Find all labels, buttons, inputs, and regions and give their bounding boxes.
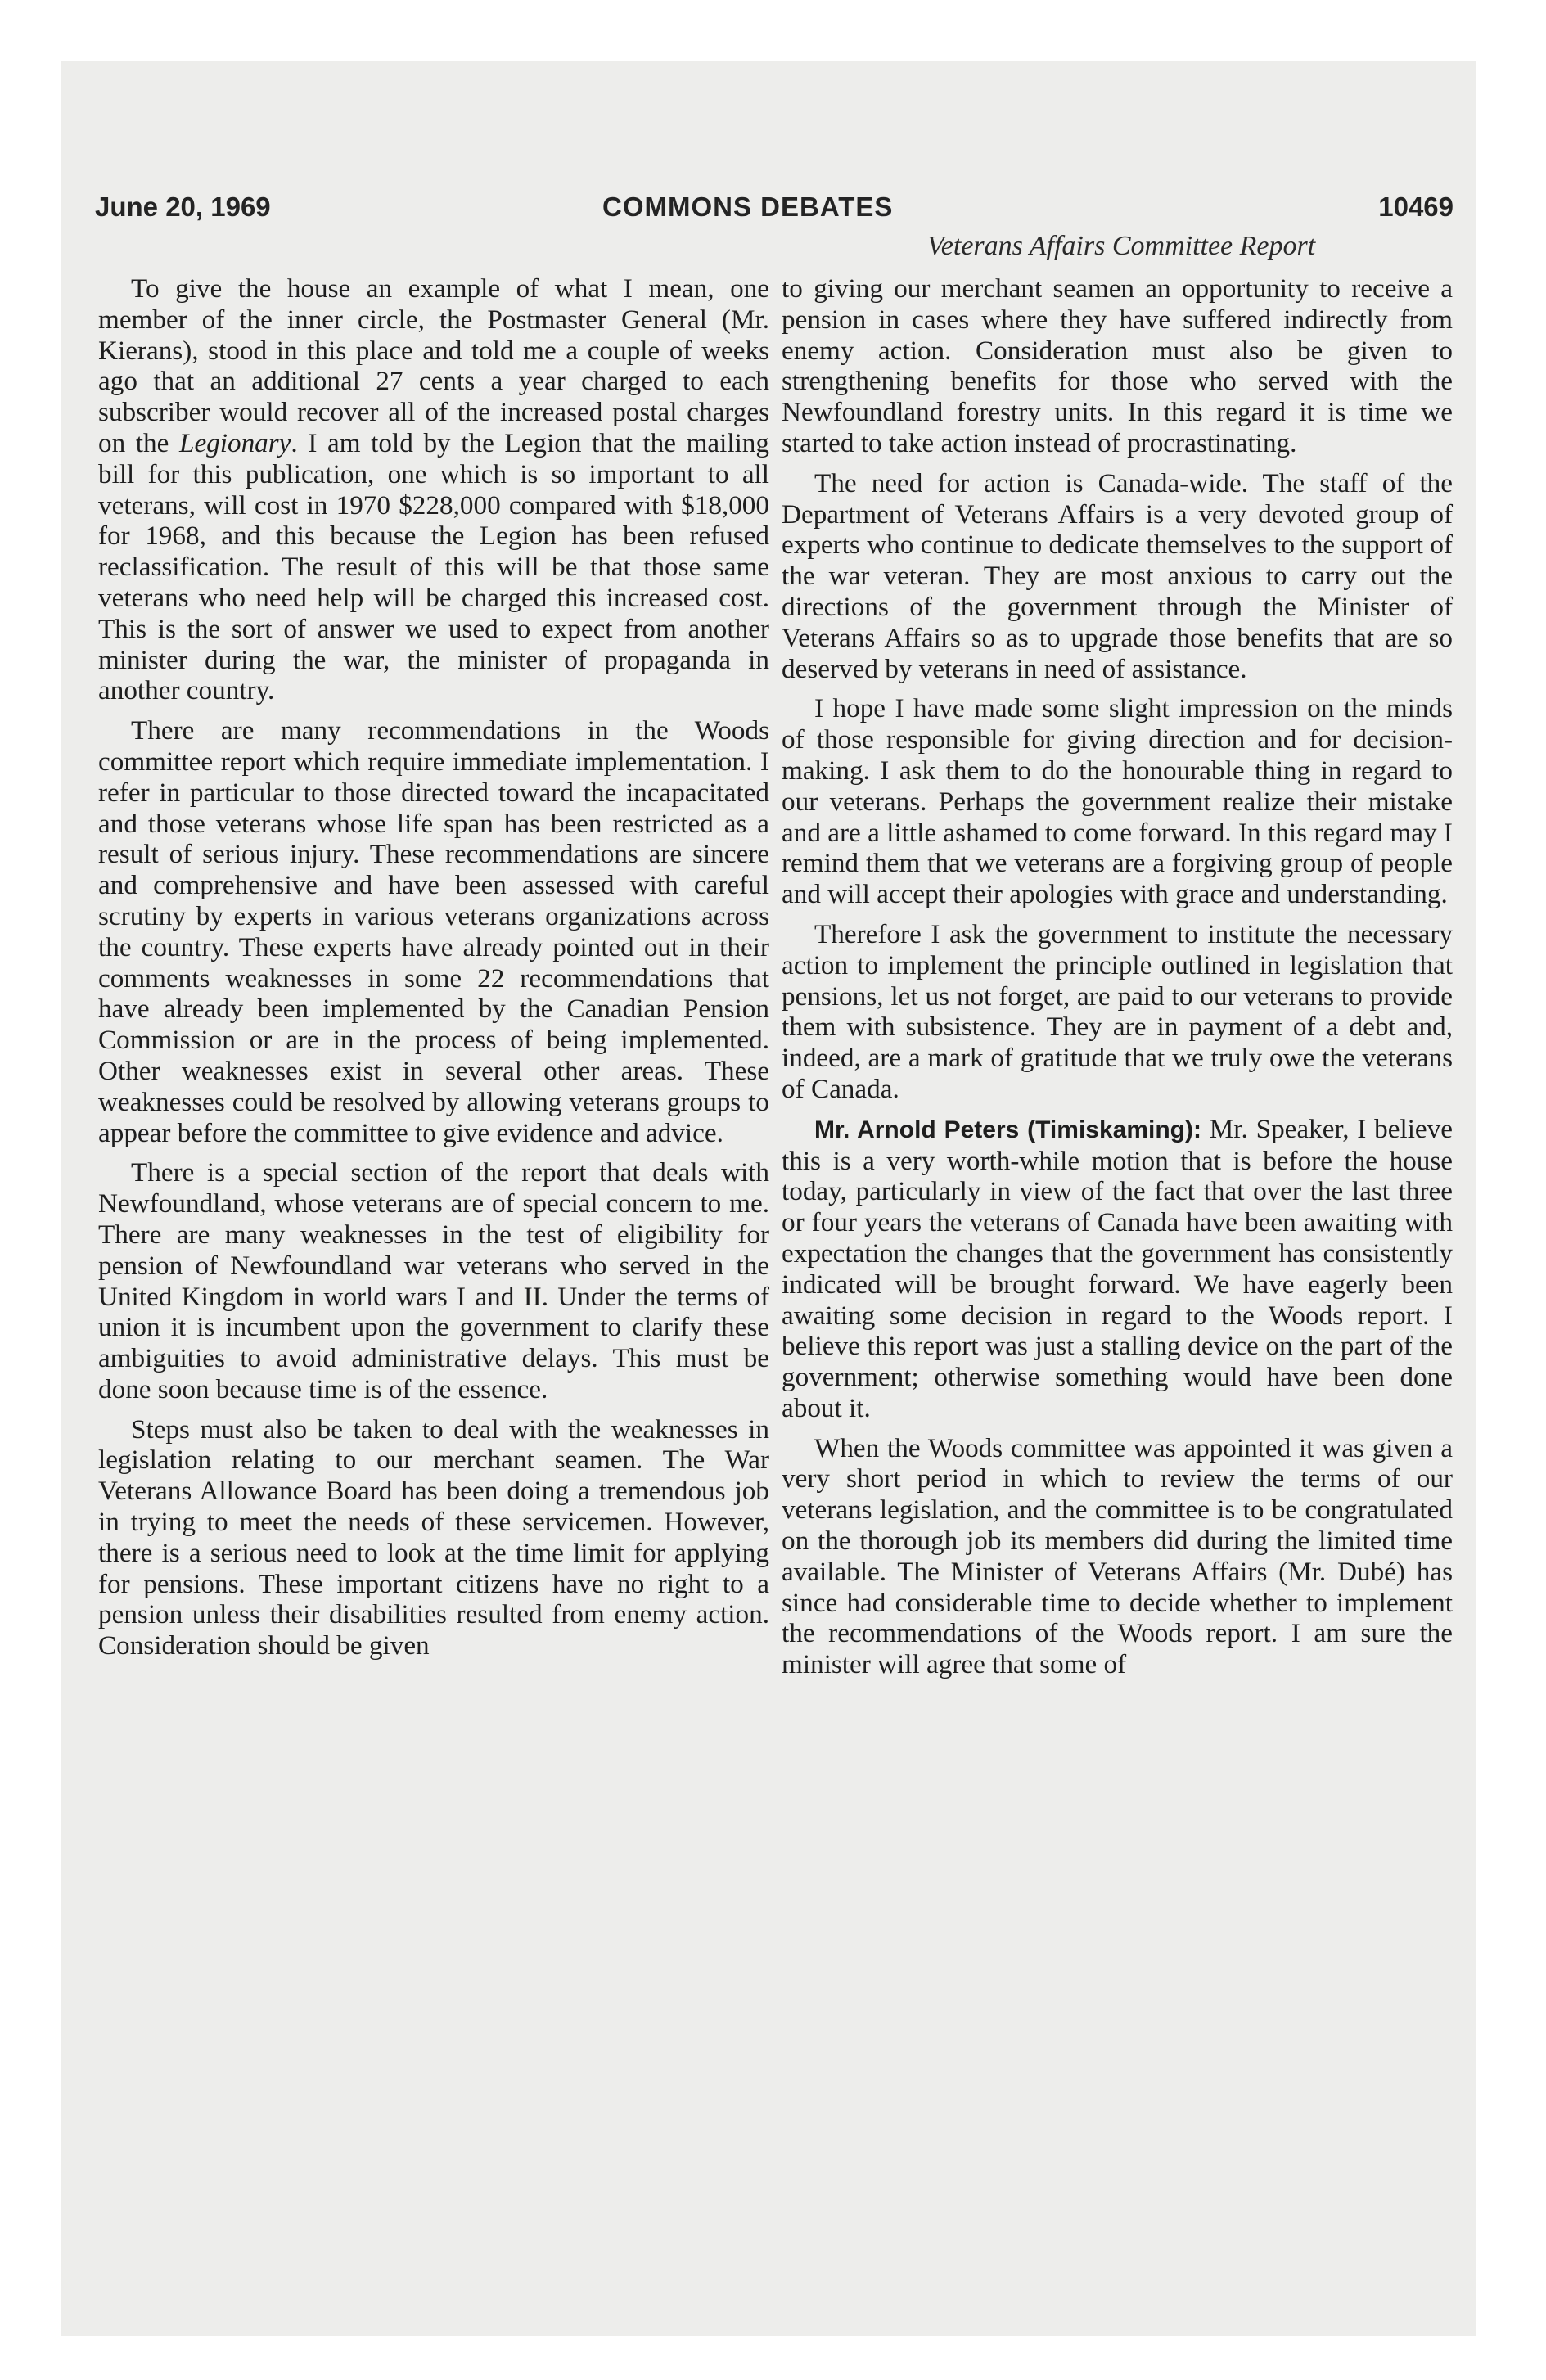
header-title: COMMONS DEBATES: [602, 192, 894, 222]
paragraph: Therefore I ask the government to institute the necessary action to implement the principle outlined in legislation that pensions, let us not forget, are paid to our veterans to provide them with subsistence. They are in payment of a debt and, indeed, are a mark of gratitude that we truly owe the veterans of Canada.: [782, 918, 1453, 1104]
left-column: [98, 273, 769, 1670]
paragraph: [98, 273, 769, 706]
paragraph: [782, 1114, 1453, 1424]
header-page-number: 10469: [1378, 192, 1454, 222]
paragraph: There is a special section of the report that deals with Newfoundland, whose veterans are of special concern to me. There are many weaknesses in the test of eligibility for pension of Newfoundland war veterans who served in the United Kingdom in world wars I and II. Under the terms of union it is incumbent upon the government to clarify these ambiguities to avoid administrative delays. This must be done soon because time is of the essence.: [98, 1157, 769, 1404]
header-date: June 20, 1969: [95, 192, 271, 222]
page-header: [95, 192, 1454, 228]
paragraph: to giving our merchant seamen an opportunity to receive a pension in cases where they have suffered indirectly from enemy action. Consideration must also be given to strengthening benefits for those who served with the Newfoundland forestry units. In this regard it is time we started to take action instead of procrastinating.: [782, 273, 1453, 458]
speaker-name: Mr. Arnold Peters (Timiskaming):: [814, 1116, 1201, 1143]
publication-title: Legionary: [178, 427, 291, 458]
right-column: [782, 273, 1453, 1689]
paragraph-text: . I am told by the Legion that the mailing bill for this publication, one which is so important to all veterans, will cost in 1970 $228,000 compared with $18,000 for 1968, and this because the Legion has been refused reclassification. The result of this will be that those same veterans who need help will be charged this increased cost. This is the sort of answer we used to expect from another minister during the war, the minister of propaganda in another country.: [98, 427, 769, 706]
paragraph: There are many recommendations in the Woods committee report which require immediate implementation. I refer in particular to those directed toward the incapacitated and those veterans whose life span has been restricted as a result of serious injury. These recommendations are sincere and comprehensive and have been assessed with careful scrutiny by experts in various veterans organizations across the country. These experts have already pointed out in their comments weaknesses in some 22 recommendations that have already been implemented by the Canadian Pension Commission or are in the process of being implemented. Other weaknesses exist in several other areas. These weaknesses could be resolved by allowing veterans groups to appear before the committee to give evidence and advice.: [98, 715, 769, 1148]
paragraph-text: Mr. Speaker, I believe this is a very worth-while motion that is before the house today, particularly in view of the fact that over the last three or four years the veterans of Canada have been awaiting with expectation the changes that the government has consistently indicated will be brought forward. We have eagerly been awaiting some decision in regard to the Woods report. I believe this report was just a stalling device on the part of the government; otherwise something would have been done about it.: [782, 1113, 1453, 1423]
paragraph: When the Woods committee was appointed it was given a very short period in which to review the terms of our veterans legislation, and the committee is to be congratulated on the thorough job its members did during the limited time available. The Minister of Veterans Affairs (Mr. Dubé) has since had considerable time to decide whether to implement the recommendations of the Woods report. I am sure the minister will agree that some of: [782, 1432, 1453, 1680]
running-subheading: Veterans Affairs Committee Report: [926, 231, 1316, 261]
paragraph-text: To give the house an example of what I mean, one member of the inner circle, the Postmaster General (Mr. Kierans), stood in this place and told me a couple of weeks ago that an additional 27 cents a year charged to each subscriber would recover all of the increased postal charges on the: [98, 273, 769, 458]
paragraph: The need for action is Canada-wide. The staff of the Department of Veterans Affairs is a very devoted group of experts who continue to dedicate themselves to the support of the war veteran. They are most anxious to carry out the directions of the government through the Minister of Veterans Affairs so as to upgrade those benefits that are so deserved by veterans in need of assistance.: [782, 467, 1453, 684]
paragraph: I hope I have made some slight impression on the minds of those responsible for giving direction and for decision-making. I ask them to do the honourable thing in regard to our veterans. Perhaps the government realize their mistake and are a little ashamed to come forward. In this regard may I remind them that we veterans are a forgiving group of people and will accept their apologies with grace and understanding.: [782, 693, 1453, 910]
paragraph: Steps must also be taken to deal with the weaknesses in legislation relating to our merchant seamen. The War Veterans Allowance Board has been doing a tremendous job in trying to meet the needs of these servicemen. However, there is a serious need to look at the time limit for applying for pensions. These important citizens have no right to a pension unless their disabilities resulted from enemy action. Consideration should be given: [98, 1413, 769, 1661]
